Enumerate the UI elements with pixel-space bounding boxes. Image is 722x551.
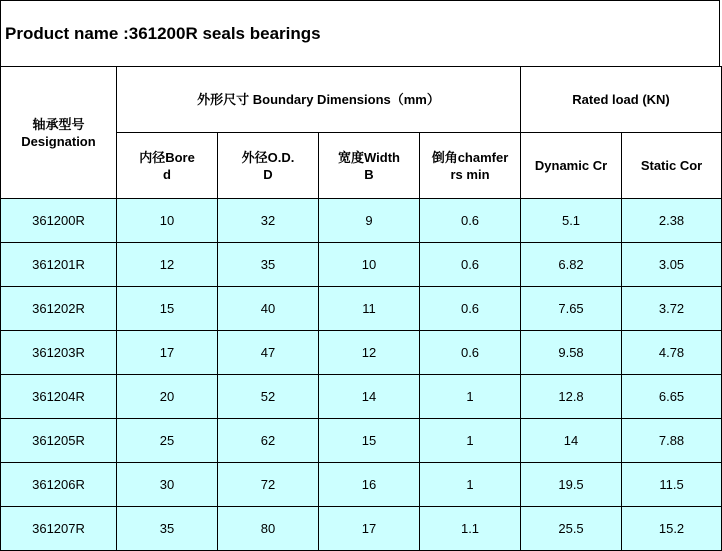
designation-header-en: Designation: [21, 133, 96, 149]
dynamic-load-header: Dynamic Cr: [521, 133, 622, 199]
dynamic-load-cell: 19.5: [521, 463, 622, 507]
static-load-cell: 15.2: [622, 507, 722, 551]
od-cell: 80: [218, 507, 319, 551]
bore-cell: 12: [117, 243, 218, 287]
chamfer-cell: 1: [420, 419, 521, 463]
designation-cell: 361201R: [1, 243, 117, 287]
designation-cell: 361206R: [1, 463, 117, 507]
chamfer-cell: 0.6: [420, 287, 521, 331]
chamfer-cell: 0.6: [420, 243, 521, 287]
dynamic-load-cell: 6.82: [521, 243, 622, 287]
designation-cell: 361205R: [1, 419, 117, 463]
bore-cell: 35: [117, 507, 218, 551]
od-cell: 52: [218, 375, 319, 419]
width-cell: 17: [319, 507, 420, 551]
dynamic-load-cell: 14: [521, 419, 622, 463]
chamfer-cell: 0.6: [420, 331, 521, 375]
bore-cell: 15: [117, 287, 218, 331]
table-row: [1, 243, 722, 287]
chamfer-cell: 1: [420, 463, 521, 507]
table-row: [1, 419, 722, 463]
width-header-line2: B: [364, 166, 374, 182]
table-row: [1, 375, 722, 419]
width-cell: 11: [319, 287, 420, 331]
od-cell: 62: [218, 419, 319, 463]
width-cell: 16: [319, 463, 420, 507]
width-cell: 10: [319, 243, 420, 287]
bore-cell: 20: [117, 375, 218, 419]
bore-header-line2: d: [163, 166, 171, 182]
chamfer-cell: 0.6: [420, 199, 521, 243]
designation-cell: 361203R: [1, 331, 117, 375]
bore-cell: 17: [117, 331, 218, 375]
static-load-cell: 11.5: [622, 463, 722, 507]
table-row: [1, 199, 722, 243]
dynamic-load-cell: 12.8: [521, 375, 622, 419]
designation-header-cn: 轴承型号: [32, 116, 85, 132]
chamfer-header-line1: 倒角chamfer: [431, 149, 509, 165]
static-load-cell: 3.72: [622, 287, 722, 331]
designation-cell: 361207R: [1, 507, 117, 551]
od-cell: 40: [218, 287, 319, 331]
rated-load-header: Rated load (KN): [521, 67, 722, 133]
od-header: [218, 133, 319, 199]
dynamic-load-cell: 7.65: [521, 287, 622, 331]
boundary-dimensions-header: 外形尺寸 Boundary Dimensions（mm）: [117, 67, 521, 133]
table-row: [1, 287, 722, 331]
table-row: [1, 331, 722, 375]
designation-cell: 361200R: [1, 199, 117, 243]
bore-cell: 30: [117, 463, 218, 507]
od-header-line2: D: [263, 166, 273, 182]
bore-cell: 25: [117, 419, 218, 463]
od-cell: 72: [218, 463, 319, 507]
designation-cell: 361202R: [1, 287, 117, 331]
static-load-cell: 7.88: [622, 419, 722, 463]
header-row-1: [1, 67, 722, 133]
title-row: [0, 0, 720, 66]
bearing-spec-table: [0, 66, 722, 551]
static-load-cell: 4.78: [622, 331, 722, 375]
chamfer-header-line2: rs min: [450, 166, 490, 182]
chamfer-cell: 1.1: [420, 507, 521, 551]
od-cell: 35: [218, 243, 319, 287]
width-header: [319, 133, 420, 199]
bore-header-line1: 内径Bore: [139, 149, 195, 165]
dynamic-load-cell: 9.58: [521, 331, 622, 375]
od-cell: 47: [218, 331, 319, 375]
designation-header: [1, 67, 117, 199]
chamfer-cell: 1: [420, 375, 521, 419]
table-row: [1, 463, 722, 507]
width-cell: 15: [319, 419, 420, 463]
od-header-line1: 外径O.D.: [241, 149, 295, 165]
static-load-cell: 2.38: [622, 199, 722, 243]
width-header-line1: 宽度Width: [338, 149, 400, 165]
width-cell: 12: [319, 331, 420, 375]
od-cell: 32: [218, 199, 319, 243]
dynamic-load-cell: 5.1: [521, 199, 622, 243]
designation-cell: 361204R: [1, 375, 117, 419]
dynamic-load-cell: 25.5: [521, 507, 622, 551]
static-load-cell: 3.05: [622, 243, 722, 287]
static-load-header: Static Cor: [622, 133, 722, 199]
bore-cell: 10: [117, 199, 218, 243]
static-load-cell: 6.65: [622, 375, 722, 419]
chamfer-header: [420, 133, 521, 199]
width-cell: 9: [319, 199, 420, 243]
bore-header: [117, 133, 218, 199]
product-title: Product name :361200R seals bearings: [5, 23, 321, 43]
width-cell: 14: [319, 375, 420, 419]
table-row: [1, 507, 722, 551]
